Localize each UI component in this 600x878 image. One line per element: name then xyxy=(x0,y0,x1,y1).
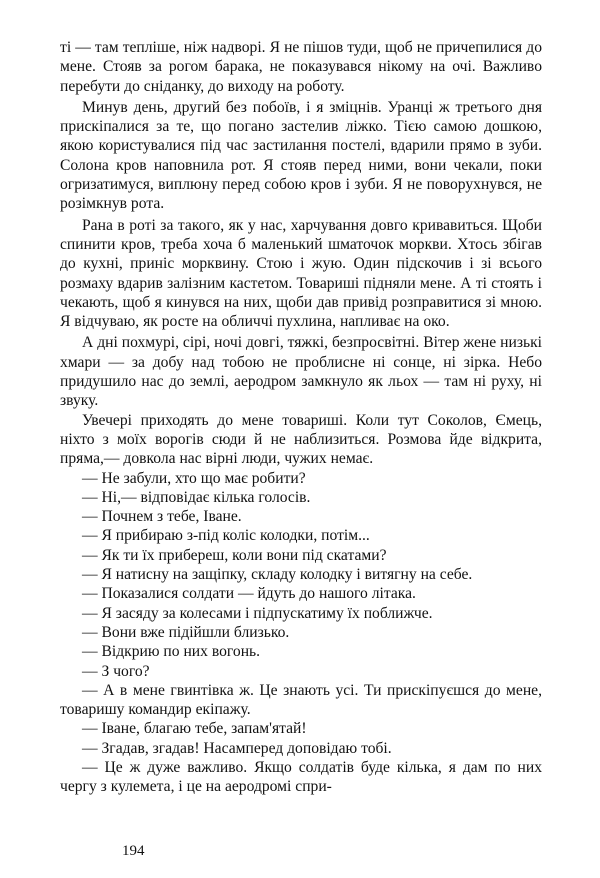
paragraph: ті — там тепліше, ніж надворі. Я не пішов туди, щоб не причепилися до мене. Стояв за рогом барака, не показувався нікому на очі. Важливо перебути до сніданку, до виходу на роботу. xyxy=(60,39,542,95)
paragraph: А дні похмурі, сірі, ночі довгі, тяжкі, безпросвітні. Вітер жене низькі хмари — за добу над тобою не проблисне ні сонце, ні зірка. Небо придушило нас до землі, аеродром замкнуло як льох — там ні руху, ні звуку. xyxy=(60,334,542,410)
dialogue-line: — Це ж дуже важливо. Якщо солдатів буде кілька, я дам по них чергу з кулемета, і це на аеродромі спри- xyxy=(60,758,542,796)
dialogue-line: — Не забули, хто що має робити? xyxy=(82,469,306,487)
dialogue-line: — Почнем з тебе, Іване. xyxy=(82,508,242,526)
dialogue-line: — Ні,— відповідає кілька голосів. xyxy=(82,488,311,506)
paragraph: Рана в роті за такого, як у нас, харчування довго кривавиться. Щоби спинити кров, треба хоча б маленький шматочок моркви. Хтось збігав до кухні, приніс морквину. Стою і жую. Один підскочив і зі всього розмаху вдарив залізним кастетом. Товариші підняли мене. А ті стоять і чекають, щоб я кинувся на них, щоби дав привід розправитися зі мною. Я відчуваю, як росте на обличчі пухлина, напливає на око. xyxy=(60,216,542,331)
dialogue-line: — А в мене гвинтівка ж. Це знають усі. Ти прискіпуєшся до мене, товаришу командир екіпажу. xyxy=(60,681,542,719)
dialogue-line: — Я натисну на защіпку, складу колодку і витягну на себе. xyxy=(82,566,473,584)
dialogue-line: — Відкрию по них вогонь. xyxy=(82,643,261,661)
dialogue-line: — Як ти їх прибереш, коли вони під скатами? xyxy=(82,546,387,564)
dialogue-line: — Я прибираю з-під коліс колодки, потім... xyxy=(82,527,370,545)
page-text xyxy=(60,38,542,797)
page-number: 194 xyxy=(122,843,145,859)
dialogue-line: — Показалися солдати — йдуть до нашого літака. xyxy=(82,585,416,603)
dialogue-line: — Вони вже підійшли близько. xyxy=(82,623,290,641)
dialogue-line: — Іване, благаю тебе, запам'ятай! xyxy=(82,720,307,738)
dialogue-line: — Я засяду за колесами і підпускатиму їх поближче. xyxy=(82,604,433,622)
paragraph: Увечері приходять до мене товариші. Коли тут Соколов, Ємець, ніхто з моїх ворогів сюди й не наблизиться. Розмова йде відкрита, пряма,— довкола нас вірні люди, чужих немає. xyxy=(60,411,542,468)
dialogue-line: — З чого? xyxy=(82,662,150,680)
dialogue-line: — Згадав, згадав! Насамперед доповідаю тобі. xyxy=(82,739,392,757)
paragraph: Минув день, другий без побоїв, і я зміцнів. Уранці ж третього дня прискіпалися за те, що погано застелив ліжко. Тією самою дошкою, якою користувалися під час застилання постелі, вдарили прямо в зуби. Солона кров наповнила рот. Я стояв перед ними, вони чекали, поки огризатимуся, виплюну перед собою кров і зуби. Я не поворухнувся, не розімкнув рота. xyxy=(60,98,542,213)
